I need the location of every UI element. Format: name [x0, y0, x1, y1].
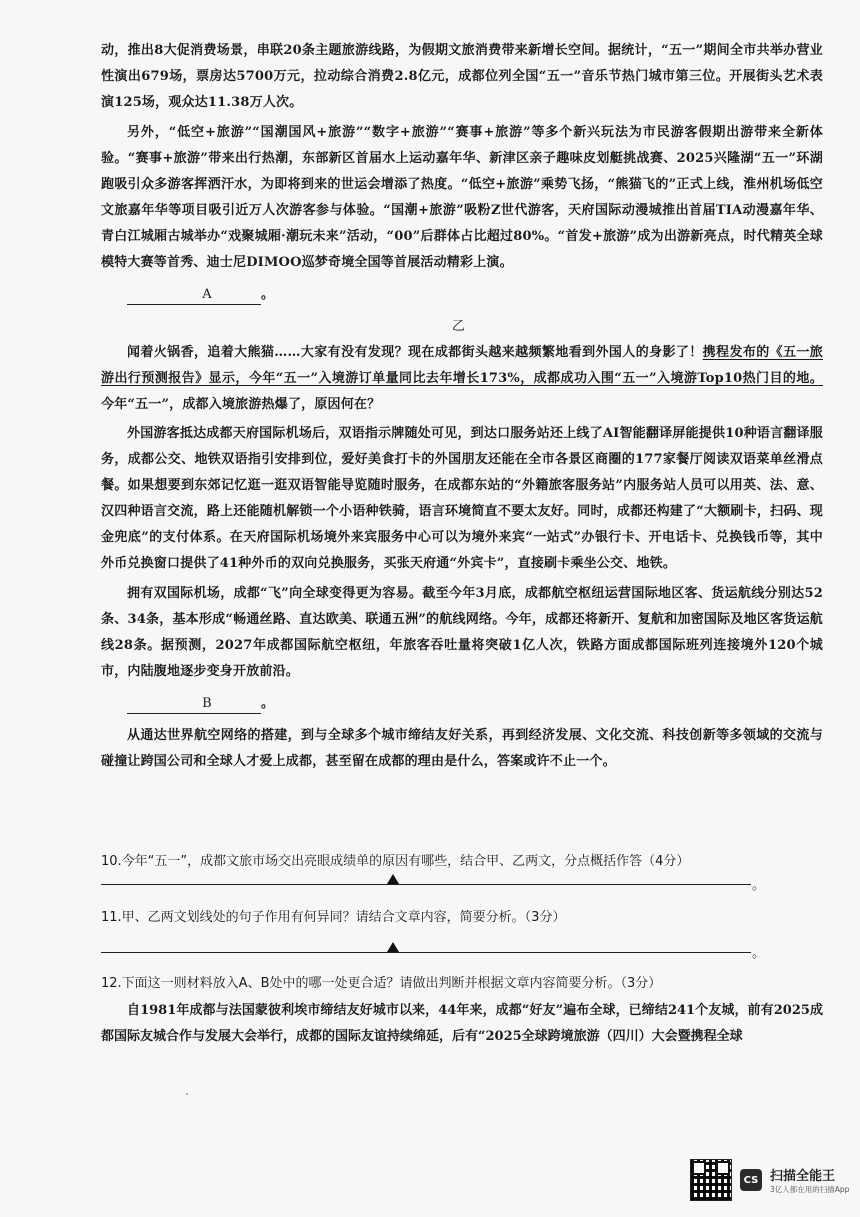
yi-paragraph-1: 闻着火锅香，追着大熊猫……大家有没有发现？现在成都街头越来越频繁地看到外国人的身影了！携程发布的《五一旅游出行预测报告》显示，今年“五一”入境游订单量同比去年增长173%，成都成功入围“五一”入境游Top10热门目的地。今年“五一”，成都入境旅游热爆了，原因何在？: [101, 345, 823, 412]
jia-paragraph-2: 另外，“低空+旅游”“国潮国风+旅游”“数字+旅游”“赛事+旅游”等多个新兴玩法为市民游客假期出游带来全新体验。“赛事+旅游”带来出行热潮，东部新区首届水上运动嘉年华、新津区亲子趣味皮划艇挑战赛、2025兴隆湖“五一”环湖跑吸引众多游客挥洒汗水，为即将到来的世运会增添了热度。“低空+旅游”乘势飞扬，“熊猫飞的”正式上线，淮州机场低空文旅嘉年华等项目吸引近万人次游客参与体验。“国潮+旅游”吸粉Z世代游客，天府国际动漫城推出首届TIA动漫嘉年华、青白江城厢古城举办“戏聚城厢·潮玩未来”活动，“00”后群体占比超过80%。“首发+旅游”成为出游新亮点，时代精英全球模特大赛等首秀、迪士尼DIMOO巡梦奇境全国等首展活动精彩上演。: [101, 125, 823, 270]
section-yi-title: 乙: [452, 319, 466, 334]
answer-end-11: 。: [752, 946, 766, 961]
answer-line-11[interactable]: [101, 952, 751, 953]
material-paragraph: 自1981年成都与法国蒙彼利埃市缔结友好城市以来，44年来，成都“好友”遍布全球，已缔结241个友城，前有2025成都国际友城合作与发展大会举行，成都的国际友谊持续绵延，后有“2025全球跨境旅游（四川）大会暨携程全球: [101, 1003, 823, 1044]
jia-paragraph-1: 动，推出8大促消费场景，串联20条主题旅游线路，为假期文旅消费带来新增长空间。据统计，“五一”期间全市共举办营业性演出679场，票房达5700万元，拉动综合消费2.8亿元，成都位列全国“五一”音乐节热门城市第三位。开展街头艺术表演125场，观众达11.38万人次。: [101, 43, 823, 110]
camscanner-logo-icon: CS: [740, 1169, 762, 1191]
question-12: 12.下面这一则材料放入A、B处中的哪一处更合适？请做出判断并根据文章内容简要分析。（3分）: [101, 976, 662, 991]
question-10: 10.今年“五一”，成都文旅市场交出亮眼成绩单的原因有哪些，结合甲、乙两文，分点概括作答（4分）: [101, 854, 690, 869]
yi-paragraph-3: 拥有双国际机场，成都“飞”向全球变得更为容易。截至今年3月底，成都航空枢纽运营国际地区客、货运航线分别达52条、34条，基本形成“畅通丝路、直达欧美、联通五洲”的航线网络。今年，成都还将新开、复航和加密国际及地区客货运航线28条。据预测，2027年成都国际航空枢纽，年旅客吞吐量将突破1亿人次，铁路方面成都国际班列连接境外120个城市，内陆腹地逐步变身开放前沿。: [101, 586, 823, 679]
question-12-material: [101, 998, 823, 1050]
scanner-brand-name: 扫描全能王: [770, 1169, 836, 1184]
answer-mark-icon: [387, 942, 399, 952]
answer-line-10[interactable]: [101, 884, 751, 885]
yi-paragraph-4: 从通达世界航空网络的搭建，到与全球多个城市缔结友好关系，再到经济发展、文化交流、科技创新等多领域的交流与碰撞让跨国公司和全球人才爱上成都，甚至留在成都的理由是什么，答案或许不止一个。: [101, 728, 823, 769]
blank-b-line: B 。: [101, 691, 823, 717]
scanner-brand: [770, 1165, 849, 1195]
scan-speck: [186, 1093, 188, 1095]
answer-mark-icon: [387, 874, 399, 884]
blank-a: A: [127, 286, 261, 305]
yi-paragraph-2: 外国游客抵达成都天府国际机场后，双语指示牌随处可见，到达口服务站还上线了AI智能翻译屏能提供10种语言翻译服务，成都公交、地铁双语指引安排到位，爱好美食打卡的外国朋友还能在全市各景区商圈的177家餐厅阅读双语菜单丝滑点餐。如果想要到东郊记忆逛一逛双语智能导览随时服务，在成都东站的“外籍旅客服务站”内服务站人员可以用英、法、意、汉四种语言交流，路上还能随机解锁一个小语种铁骑，语言环境简直不要太友好。同时，成都还构建了“大额刷卡，扫码、现金兜底”的支付体系。在天府国际机场境外来宾服务中心可以为境外来宾“一站式”办银行卡、开电话卡、兑换钱币等，其中外币兑换窗口提供了41种外币的双向兑换服务，买张天府通“外宾卡”，直接刷卡乘坐公交、地铁。: [101, 426, 823, 571]
yi-underlined-sentence: 携程发布的《五一旅游出行预测报告》显示，今年“五一”入境游订单量同比去年增长173%，成都成功入围“五一”入境游Top10热门目的地。: [101, 345, 823, 386]
question-11: 11.甲、乙两文划线处的句子作用有何异同？请结合文章内容，简要分析。（3分）: [101, 910, 566, 925]
blank-a-line: A 。: [101, 282, 823, 308]
answer-end-10: 。: [752, 878, 766, 893]
blank-b: B: [127, 695, 261, 714]
qr-code-icon: [690, 1159, 732, 1201]
scanner-brand-sub: 3亿人都在用的扫描App: [770, 1185, 850, 1194]
scanner-watermark: [690, 1158, 849, 1202]
passage-jia-tail: [101, 38, 823, 308]
passage-yi: [101, 340, 823, 775]
